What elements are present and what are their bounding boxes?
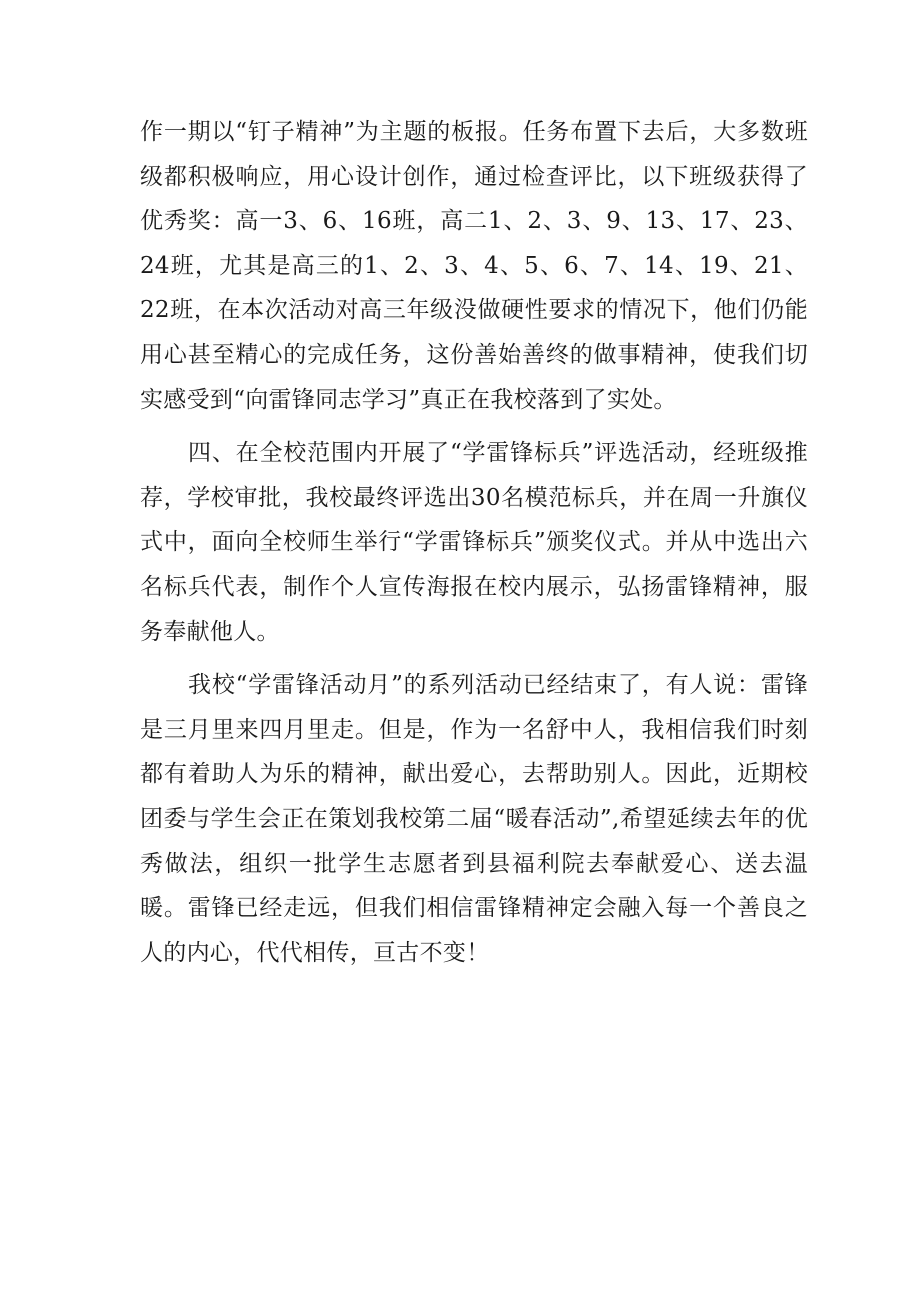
paragraph-2: 四、在全校范围内开展了“学雷锋标兵”评选活动，经班级推荐，学校审批，我校最终评选出30名模范标兵，并在周一升旗仪式中，面向全校师生举行“学雷锋标兵”颁奖仪式。并从中选出六名标兵代表，制作个人宣传海报在校内展示，弘扬雷锋精神，服务奉献他人。 bbox=[140, 440, 808, 645]
document-body bbox=[140, 110, 808, 984]
paragraph-3: 我校“学雷锋活动月”的系列活动已经结束了，有人说：雷锋是三月里来四月里走。但是，作为一名舒中人，我相信我们时刻都有着助人为乐的精神，献出爱心，去帮助别人。因此，近期校团委与学生会正在策划我校第二届“暖春活动”,希望延续去年的优秀做法，组织一批学生志愿者到县福利院去奉献爱心、送去温暖。雷锋已经走远，但我们相信雷锋精神定会融入每一个善良之人的内心，代代相传，亘古不变！ bbox=[140, 672, 808, 966]
paragraph-1: 作一期以“钉子精神”为主题的板报。任务布置下去后，大多数班级都积极响应，用心设计创作，通过检查评比，以下班级获得了优秀奖：高一3、6、16班，高二1、2、3、9、13、17、23、24班，尤其是高三的1、2、3、4、5、6、7、14、19、21、22班，在本次活动对高三年级没做硬性要求的情况下，他们仍能用心甚至精心的完成任务，这份善始善终的做事精神，使我们切实感受到“向雷锋同志学习”真正在我校落到了实处。 bbox=[140, 119, 808, 413]
